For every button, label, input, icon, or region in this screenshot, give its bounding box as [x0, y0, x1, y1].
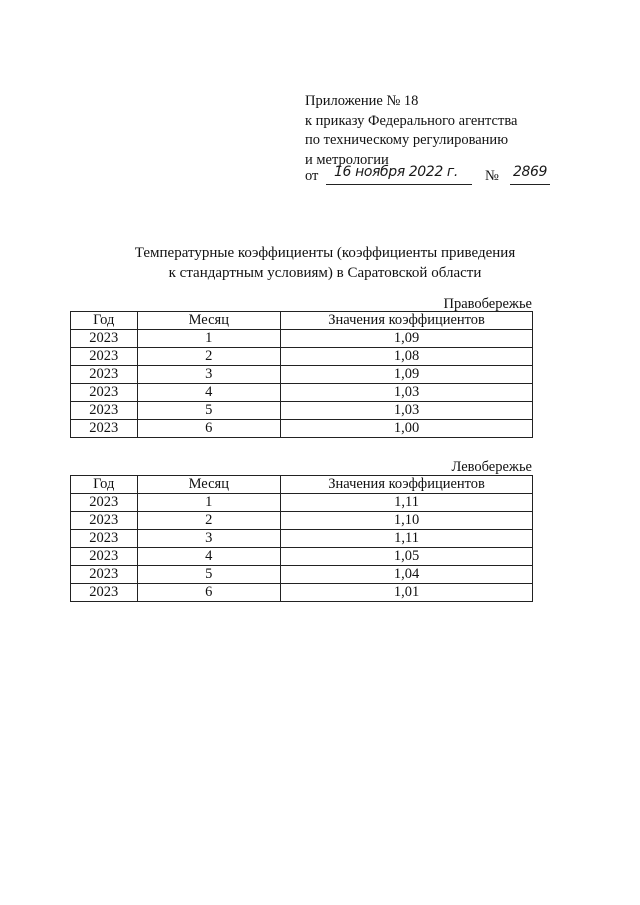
month-cell: 3 [137, 530, 281, 548]
order-date-field [326, 164, 472, 185]
order-reference-line-3: и метрологии [305, 151, 389, 168]
year-cell: 2023 [71, 420, 138, 438]
column-header-month: Месяц [137, 476, 281, 494]
left-bank-caption: Левобережье [451, 459, 532, 475]
coefficient-cell: 1,03 [281, 384, 533, 402]
coefficient-cell: 1,04 [281, 566, 533, 584]
date-prefix: от [305, 168, 319, 184]
order-date-row [305, 164, 548, 190]
document-title-line-2: к стандартным условиям) в Саратовской области [168, 265, 482, 281]
month-cell: 4 [137, 384, 281, 402]
year-cell: 2023 [71, 366, 138, 384]
table-row [71, 566, 533, 584]
year-cell: 2023 [71, 494, 138, 512]
month-cell: 5 [137, 566, 281, 584]
table-row [71, 384, 533, 402]
column-header-year: Год [71, 476, 138, 494]
order-number-label: № [485, 168, 499, 184]
order-date-handwritten: 16 ноября 2022 г. [334, 164, 458, 180]
table-row [71, 348, 533, 366]
coefficient-cell: 1,05 [281, 548, 533, 566]
coefficient-cell: 1,09 [281, 366, 533, 384]
coefficient-cell: 1,11 [281, 494, 533, 512]
column-header-year: Год [71, 312, 138, 330]
month-cell: 3 [137, 366, 281, 384]
month-cell: 1 [137, 330, 281, 348]
year-cell: 2023 [71, 402, 138, 420]
document-title [60, 243, 590, 283]
coefficient-cell: 1,00 [281, 420, 533, 438]
coefficient-cell: 1,08 [281, 348, 533, 366]
year-cell: 2023 [71, 566, 138, 584]
coefficient-cell: 1,09 [281, 330, 533, 348]
month-cell: 2 [137, 348, 281, 366]
right-bank-caption: Правобережье [443, 296, 532, 312]
table-header-row [71, 312, 533, 330]
order-reference-line-1: к приказу Федерального агентства [305, 112, 518, 129]
table-row [71, 584, 533, 602]
table-header-row [71, 476, 533, 494]
month-cell: 2 [137, 512, 281, 530]
coefficient-cell: 1,03 [281, 402, 533, 420]
month-cell: 1 [137, 494, 281, 512]
year-cell: 2023 [71, 548, 138, 566]
table-row [71, 330, 533, 348]
table-row [71, 402, 533, 420]
year-cell: 2023 [71, 330, 138, 348]
order-number-handwritten: 2869 [513, 164, 548, 180]
year-cell: 2023 [71, 584, 138, 602]
month-cell: 6 [137, 420, 281, 438]
table-row [71, 420, 533, 438]
appendix-header [305, 92, 545, 170]
coefficient-cell: 1,01 [281, 584, 533, 602]
order-number-field [510, 164, 550, 185]
table-row [71, 366, 533, 384]
left-bank-table [70, 475, 533, 602]
order-reference-line-2: по техническому регулированию [305, 132, 509, 148]
year-cell: 2023 [71, 512, 138, 530]
month-cell: 4 [137, 548, 281, 566]
year-cell: 2023 [71, 384, 138, 402]
year-cell: 2023 [71, 530, 138, 548]
year-cell: 2023 [71, 348, 138, 366]
month-cell: 6 [137, 584, 281, 602]
coefficient-cell: 1,11 [281, 530, 533, 548]
table-row [71, 530, 533, 548]
document-title-line-1: Температурные коэффициенты (коэффициенты приведения [134, 245, 516, 261]
appendix-number: Приложение № 18 [305, 93, 419, 109]
column-header-coefficient: Значения коэффициентов [281, 312, 533, 330]
month-cell: 5 [137, 402, 281, 420]
table-row [71, 548, 533, 566]
right-bank-table [70, 311, 533, 438]
table-row [71, 494, 533, 512]
column-header-month: Месяц [137, 312, 281, 330]
table-row [71, 512, 533, 530]
coefficient-cell: 1,10 [281, 512, 533, 530]
column-header-coefficient: Значения коэффициентов [281, 476, 533, 494]
